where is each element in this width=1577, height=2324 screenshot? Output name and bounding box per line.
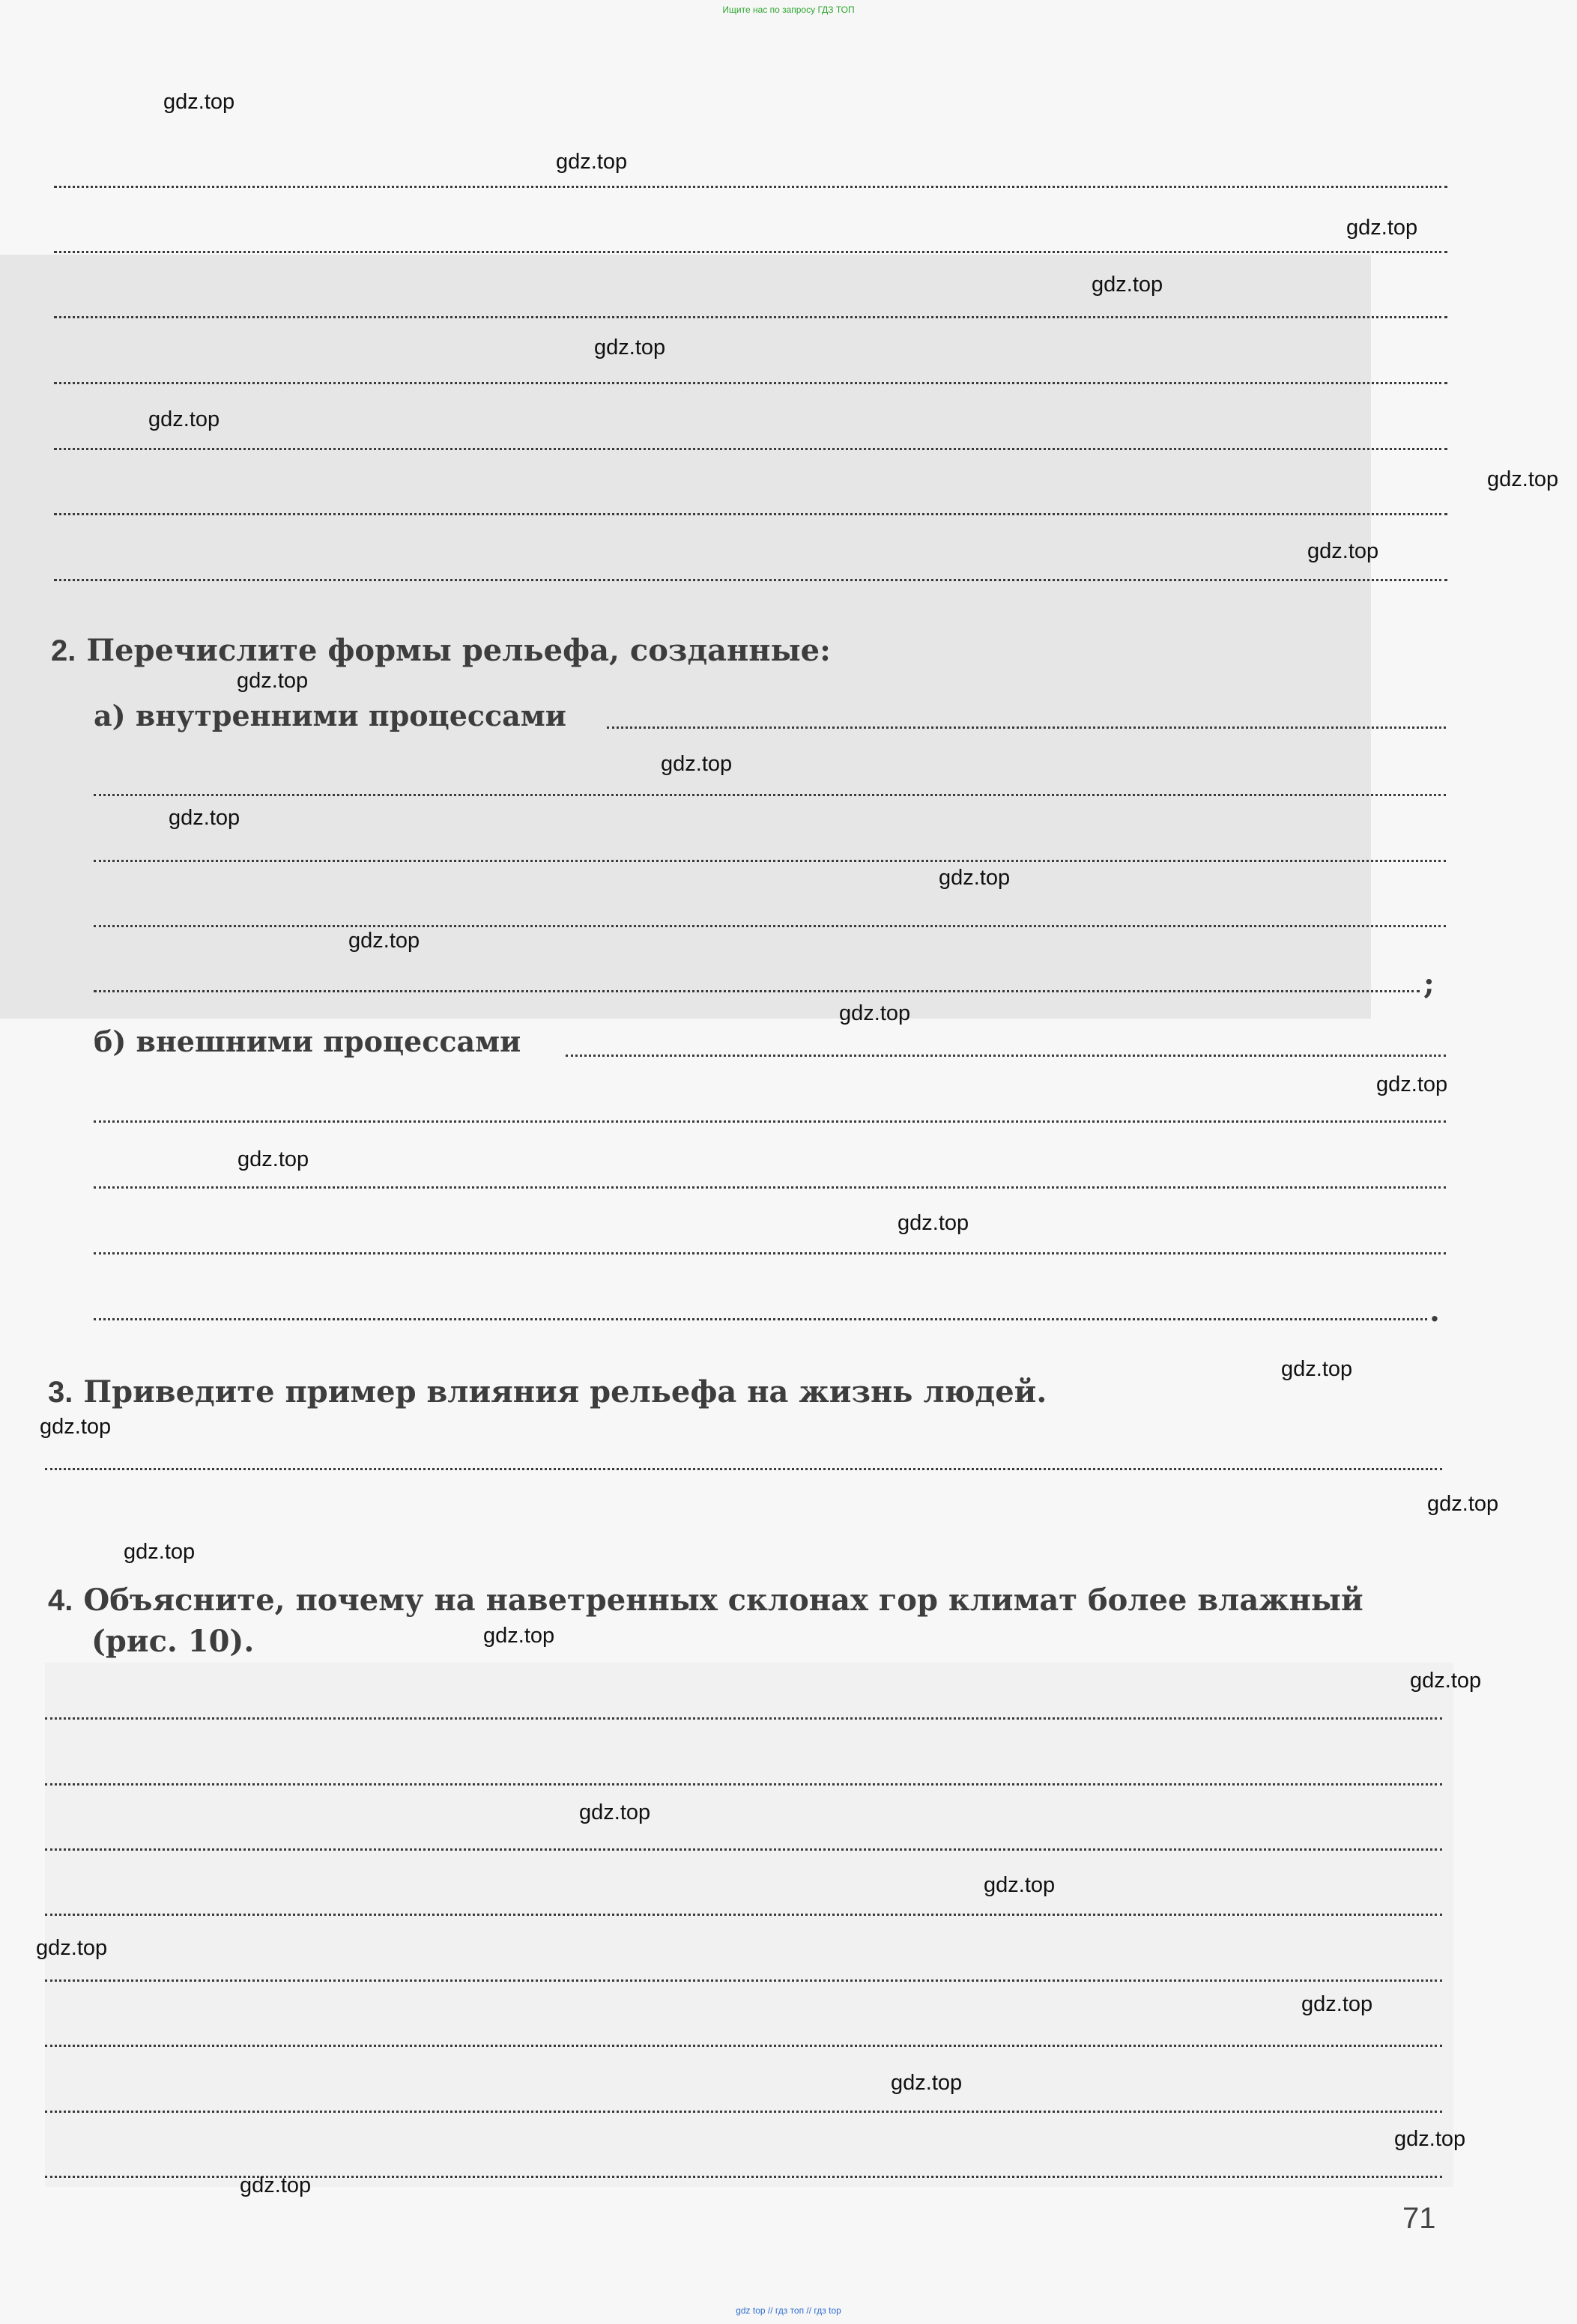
answer-line[interactable]: [54, 448, 1447, 450]
watermark: gdz.top: [1301, 1992, 1373, 2016]
answer-line[interactable]: [54, 513, 1447, 515]
answer-line[interactable]: [607, 726, 1446, 729]
watermark: gdz.top: [1307, 539, 1379, 563]
page-number: 71: [1402, 2202, 1436, 2235]
answer-line[interactable]: [94, 1120, 1446, 1123]
answer-line[interactable]: [94, 925, 1446, 927]
answer-line[interactable]: [94, 990, 1420, 992]
watermark: gdz.top: [348, 929, 420, 953]
task-4-heading: [48, 1583, 1363, 1618]
subitem-a-label: а) внутренними процессами: [94, 699, 566, 732]
answer-line[interactable]: [45, 1914, 1442, 1916]
watermark: gdz.top: [1487, 467, 1559, 491]
watermark: gdz.top: [240, 2173, 312, 2197]
watermark: gdz.top: [1092, 273, 1163, 297]
answer-line[interactable]: [45, 1717, 1442, 1720]
task-text: Приведите пример влияния рельефа на жизнь людей.: [83, 1374, 1047, 1410]
task-number: 3.: [48, 1376, 73, 1409]
answer-line[interactable]: [94, 1252, 1446, 1254]
task-3-heading: [48, 1374, 1047, 1410]
answer-line[interactable]: [54, 579, 1447, 581]
watermark: gdz.top: [483, 1624, 555, 1648]
watermark: gdz.top: [556, 150, 628, 174]
watermark: gdz.top: [984, 1873, 1056, 1897]
watermark: gdz.top: [1281, 1357, 1353, 1381]
watermark: gdz.top: [1376, 1073, 1448, 1096]
watermark: gdz.top: [839, 1001, 911, 1025]
watermark: gdz.top: [163, 90, 235, 114]
watermark: gdz.top: [661, 752, 733, 776]
answer-line[interactable]: [45, 1783, 1442, 1786]
watermark: gdz.top: [1394, 2127, 1466, 2151]
subitem-b-label: б) внешними процессами: [94, 1025, 521, 1058]
watermark: gdz.top: [594, 336, 666, 359]
answer-line[interactable]: [94, 860, 1446, 862]
bottom-note: gdz top // гдз топ // гдз top: [736, 2305, 841, 2316]
answer-line[interactable]: [45, 1979, 1442, 1982]
task-4-continuation: (рис. 10).: [91, 1624, 255, 1659]
task-text: Объясните, почему на наветренных склонах гор климат более влажный: [83, 1583, 1363, 1618]
answer-line[interactable]: [54, 186, 1447, 188]
answer-line[interactable]: [45, 1468, 1442, 1470]
answer-line[interactable]: [54, 382, 1447, 384]
period: .: [1429, 1293, 1440, 1329]
watermark: gdz.top: [898, 1211, 969, 1235]
answer-line[interactable]: [94, 794, 1446, 796]
watermark: gdz.top: [237, 1147, 309, 1171]
answer-line[interactable]: [94, 1318, 1427, 1320]
watermark: gdz.top: [237, 669, 309, 693]
watermark: gdz.top: [148, 407, 220, 431]
watermark: gdz.top: [939, 866, 1011, 890]
answer-line[interactable]: [94, 1186, 1446, 1189]
task-number: 4.: [48, 1584, 73, 1617]
watermark: gdz.top: [1410, 1669, 1482, 1693]
watermark: gdz.top: [124, 1540, 196, 1564]
watermark: gdz.top: [169, 806, 240, 830]
answer-line[interactable]: [45, 2045, 1442, 2047]
bleed-through-shadow: [45, 1663, 1453, 2187]
watermark: gdz.top: [36, 1936, 108, 1960]
task-2-heading: [51, 633, 831, 668]
task-number: 2.: [51, 634, 76, 667]
watermark: gdz.top: [891, 2071, 963, 2095]
answer-line[interactable]: [54, 316, 1447, 318]
answer-line[interactable]: [45, 1848, 1442, 1851]
watermark: gdz.top: [1346, 216, 1418, 240]
watermark: gdz.top: [579, 1800, 651, 1824]
answer-line[interactable]: [54, 251, 1447, 253]
task-text: Перечислите формы рельефа, созданные:: [86, 633, 831, 668]
answer-line[interactable]: [45, 2111, 1442, 2113]
answer-line[interactable]: [566, 1055, 1446, 1057]
top-note: Ищите нас по запросу ГДЗ ТОП: [722, 4, 855, 15]
watermark: gdz.top: [40, 1415, 112, 1439]
watermark: gdz.top: [1427, 1492, 1499, 1516]
semicolon: ;: [1423, 966, 1435, 1001]
